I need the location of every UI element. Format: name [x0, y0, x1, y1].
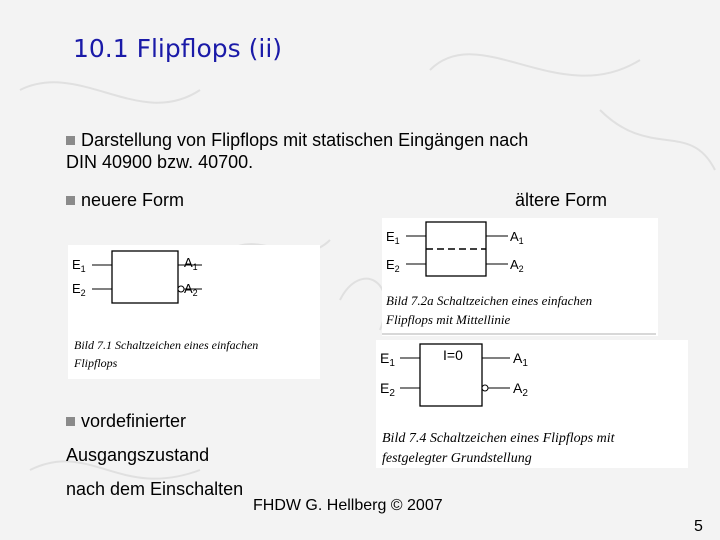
caption-line-1: Bild 7.2a Schaltzeichen eines einfachen	[386, 293, 593, 308]
figure-7-4	[376, 340, 688, 468]
bullet-square-icon	[66, 196, 75, 205]
label-e2: $E_2$	[380, 380, 395, 399]
negation-circle	[482, 385, 488, 391]
flipflop-symbol-new	[68, 245, 320, 379]
label-a2: $A_2$	[184, 281, 198, 298]
label-e2: $E_2$	[72, 281, 86, 298]
flipflop-box	[112, 251, 178, 303]
flipflop-symbol-preset	[376, 340, 688, 468]
label-e1: $E_1$	[380, 350, 395, 369]
slide-title: 10.1 Flipflops (ii)	[73, 34, 283, 63]
figure-7-1	[68, 245, 320, 379]
label-a2: $A_2$	[510, 257, 524, 274]
box-label-initial-state: I=0	[443, 347, 463, 363]
bullet-square-icon	[66, 417, 75, 426]
caption-line-1: Bild 7.4 Schaltzeichen eines Flipflops mit	[382, 431, 615, 446]
aeltere-form-label: ältere Form	[515, 190, 608, 210]
label-e1: $E_1$	[386, 229, 400, 246]
flipflop-symbol-midline	[382, 218, 658, 336]
label-a1: $A_1$	[510, 229, 524, 246]
footer-copyright: FHDW G. Hellberg © 2007	[253, 497, 443, 514]
bullet-text-3: vordefinierter Ausgangszustand nach dem Einschalten	[66, 411, 244, 499]
bullet-text-2: neuere Form	[66, 189, 184, 211]
label-a1: $A_1$	[184, 255, 198, 272]
caption-line-2: festgelegter Grundstellung	[382, 451, 532, 466]
label-e1: $E_1$	[72, 257, 86, 274]
label-a1: $A_1$	[513, 350, 528, 369]
caption-line-1: Bild 7.1 Schaltzeichen eines einfachen	[74, 338, 259, 352]
caption-line-2: Flipflops	[74, 356, 118, 370]
label-e2: $E_2$	[386, 257, 400, 274]
figure-7-2a	[382, 218, 658, 336]
bullet-text-1: Darstellung von Flipflops mit statischen Eingängen nach DIN 40900 bzw. 40700.	[66, 130, 529, 172]
page-number: 5	[694, 518, 703, 535]
label-a2: $A_2$	[513, 380, 528, 399]
caption-line-2: Flipflops mit Mittellinie	[386, 312, 511, 327]
bullet-square-icon	[66, 136, 75, 145]
